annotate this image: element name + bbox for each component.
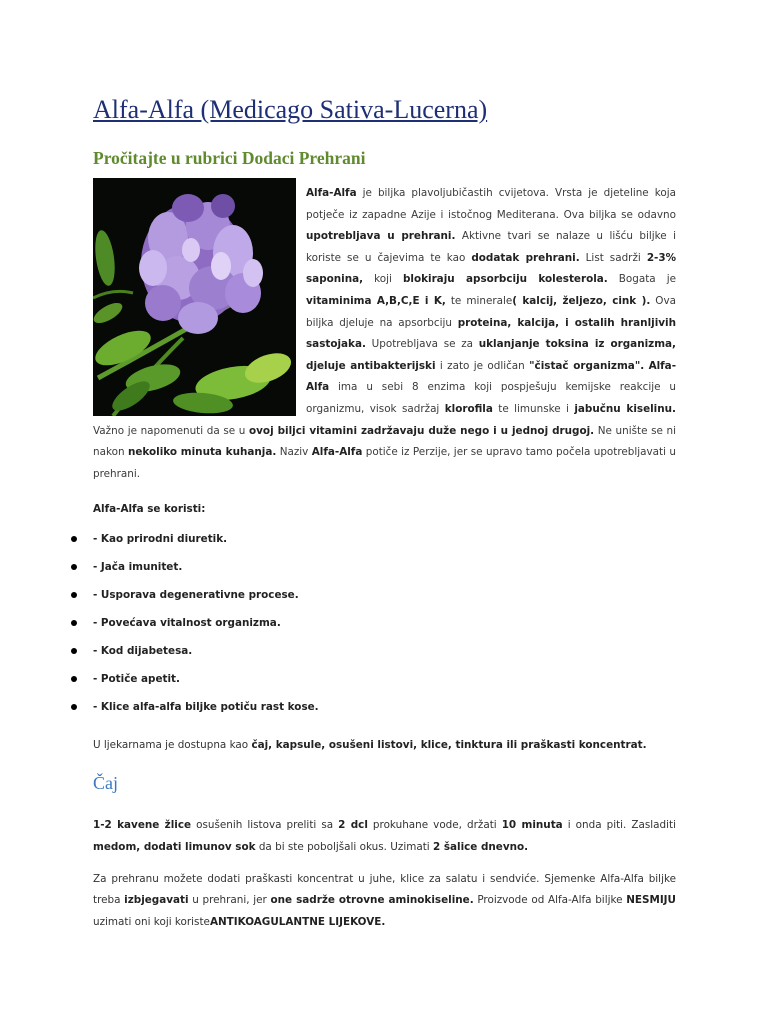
bullet-icon	[71, 620, 77, 626]
list-item	[71, 609, 676, 637]
text-run: je biljka plavoljubičastih cvijetova. Vrsta je djeteline koja potječe iz zapadne Azije i istočnog Mediterana. Ova biljka se odavno	[306, 187, 676, 221]
text-run: Ova biljka djeluje na apsorbciju	[306, 294, 676, 329]
bold-text: 2 šalice dnevno.	[432, 840, 529, 853]
bold-text: Alfa-Alfa	[311, 446, 363, 459]
alfalfa-flower-photo	[93, 178, 296, 416]
text-run: da bi ste poboljšali okus. Uzimati	[255, 840, 433, 853]
list-item	[71, 525, 676, 553]
bold-text: ( kalcij, željezo, cink ).	[512, 294, 651, 307]
bold-text: proteina, kalcija, i ostalih hranljivih sastojaka.	[306, 316, 676, 351]
list-item-label: - Kod dijabetesa.	[93, 645, 193, 658]
bold-text: 10 minuta	[501, 819, 563, 832]
bold-text: klorofila	[444, 402, 493, 415]
bullet-icon	[71, 676, 77, 682]
bold-text: uklanjanje toksina iz organizma, djeluje antibakterijski	[306, 338, 676, 372]
list-item	[71, 553, 676, 581]
bold-text: 1-2 kavene žlice	[93, 819, 192, 832]
text-run: U ljekarnama je dostupna kao	[93, 739, 252, 752]
bold-text: one sadrže otrovne aminokiseline.	[270, 894, 474, 907]
bold-text: NESMIJU	[626, 894, 676, 907]
text-run: Važno je napomenuti da se u	[93, 424, 250, 437]
uses-list	[71, 525, 676, 721]
text-run: i onda piti. Zasladiti	[562, 819, 676, 832]
bold-text: Alfa-Alfa	[306, 187, 357, 199]
text-run: Aktivne tvari se nalaze u lišću biljke i koriste se u čajevima te kao	[306, 230, 676, 264]
bullet-icon	[71, 592, 77, 598]
article	[93, 95, 676, 933]
bold-text: izbjegavati	[124, 894, 189, 907]
page-title[interactable]: Alfa-Alfa (Medicago Sativa-Lucerna)	[93, 95, 488, 124]
bold-text: "čistač organizma".	[529, 359, 645, 372]
availability-paragraph	[93, 735, 676, 755]
text-run: Proizvode od Alfa-Alfa biljke	[473, 894, 627, 907]
bold-text: 2-3% saponina,	[306, 251, 676, 286]
text-run: i zato je odličan	[435, 359, 530, 372]
bold-text: upotrebljava u prehrani.	[306, 230, 456, 243]
bold-text: dodatak prehrani.	[471, 251, 580, 264]
bold-text: Alfa-Alfa	[306, 359, 677, 394]
text-run: Za prehranu možete dodati praškasti koncentrat u juhe, klice za salatu i sendviće. Sjemenke Alfa-Alfa biljke treba	[93, 872, 676, 907]
text-run: uzimati oni koji koriste	[93, 915, 210, 928]
bold-text: jabučnu kiselinu.	[574, 402, 676, 415]
list-item	[71, 665, 676, 693]
text-run: koji	[363, 273, 403, 286]
food-paragraph	[93, 869, 676, 934]
text-run: Bogata je	[607, 273, 676, 286]
list-item-label: - Potiče apetit.	[93, 673, 180, 686]
bullet-icon	[71, 704, 77, 710]
bold-text: blokiraju apsorbciju kolesterola.	[402, 273, 608, 286]
bold-text: nekoliko minuta kuhanja.	[127, 446, 277, 459]
list-item	[71, 693, 676, 721]
alfalfa-flower-illustration	[93, 178, 296, 416]
text-run: Upotrebljava se za	[365, 338, 479, 351]
text-run: osušenih listova preliti sa	[191, 819, 339, 832]
text-run: prokuhane vode, držati	[367, 819, 502, 832]
uses-heading: Alfa-Alfa se koristi:	[93, 503, 206, 516]
text-run: Ne unište se ni nakon	[93, 424, 677, 459]
list-item-label: - Klice alfa-alfa biljke potiču rast kose.	[93, 701, 319, 714]
bold-text: 2 dcl	[338, 819, 368, 832]
text-run: u prehrani, jer	[188, 894, 271, 907]
text-run: potiče iz Perzije, jer se upravo tamo počela upotrebljavati u prehrani.	[93, 446, 676, 480]
text-run: Naziv	[276, 446, 312, 459]
tea-paragraph	[93, 815, 676, 858]
list-item-label: - Kao prirodni diuretik.	[93, 533, 228, 546]
bold-text: čaj, kapsule, osušeni listovi, klice, tinktura ili praškasti koncentrat.	[251, 739, 647, 752]
subtitle-link[interactable]: Pročitajte u rubrici Dodaci Prehrani	[93, 148, 366, 168]
text-run: List sadrži	[579, 251, 647, 264]
bold-text: ANTIKOAGULANTNE LIJEKOVE.	[209, 915, 386, 928]
tea-heading: Čaj	[93, 773, 118, 794]
bold-text: vitaminima A,B,C,E i K,	[306, 294, 446, 307]
bullet-icon	[71, 536, 77, 542]
bold-text: ovoj biljci vitamini zadržavaju duže nego i u jednoj drugoj.	[249, 424, 595, 437]
list-item-label: - Povećava vitalnost organizma.	[93, 617, 281, 630]
text-run: te minerale	[445, 294, 513, 307]
list-item	[71, 637, 676, 665]
bullet-icon	[71, 564, 77, 570]
list-item	[71, 581, 676, 609]
text-run: te limunske i	[492, 402, 575, 415]
bullet-icon	[71, 648, 77, 654]
text-run: ima u sebi 8 enzima koji pospješuju kemijske reakcije u organizmu, visok sadržaj	[306, 381, 676, 415]
list-item-label: - Jača imunitet.	[93, 561, 183, 574]
list-item-label: - Usporava degenerativne procese.	[93, 589, 299, 602]
bold-text: medom, dodati limunov sok	[93, 840, 256, 853]
